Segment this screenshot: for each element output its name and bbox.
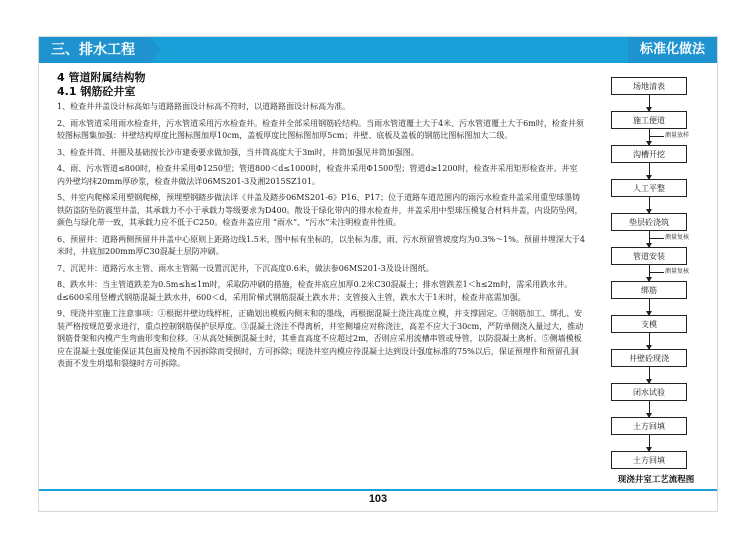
- footer-divider: [39, 489, 717, 491]
- flow-step: 闭水试验: [611, 383, 687, 401]
- side-note: 测量复核: [665, 234, 690, 241]
- flow-step: 管道安装: [611, 247, 687, 265]
- flow-arrow: [649, 129, 650, 145]
- flow-step: 绑筋: [611, 281, 687, 299]
- flowchart-title: 现浇井室工艺流程图: [617, 475, 695, 485]
- flow-arrow: [649, 401, 650, 417]
- flow-step: 施工便道: [611, 111, 687, 129]
- paragraph: 4、雨、污水管道≤800时，检查井采用Φ1250型；管道800＜d≤1000时，检查井采用Φ1500型；管道d≥1200时，检查井采用矩形检查井。井室内外壁均抹20mm厚砂浆，检查井做法详06MS201-3及湘2015SZ101。: [57, 164, 578, 186]
- flow-arrow: [649, 265, 650, 281]
- flow-arrow: [649, 435, 650, 451]
- flow-arrow: [649, 197, 650, 213]
- paragraph: 7、沉泥井：道路污水主管、雨水主管隔一设置沉泥井，下沉高度0.6米，做法参06MS201-3及设计图纸。: [57, 263, 434, 273]
- paragraph: 8、跌水井：当主管道跌差为0.5m≤h≤1m时，采取防冲刷的措施，检查井底应加厚0.2米C30混凝土；排水管跌差1＜h≤2m时，需采用跌水井。d≤600采用竖槽式钢筋混凝土跌水井，600＜d，采用阶梯式钢筋混凝土跌水井；支管接入主管，跌水大于1米时，检查井底需加强。: [57, 280, 573, 302]
- flow-step: 土方回填: [611, 451, 687, 469]
- heading-1: 4 管道附属结构物: [57, 71, 146, 84]
- flow-step: 支模: [611, 315, 687, 333]
- header-bar: [39, 37, 717, 63]
- flow-step: 人工平整: [611, 179, 687, 197]
- side-note: 测量放样: [665, 132, 690, 139]
- flow-arrow: [649, 333, 650, 349]
- paragraph: 6、预留井：道路两侧预留井井盖中心原则上距路边线1.5米，图中标有坐标的，以坐标为准，雨、污水预留管坡度均为0.3%～1%。预留井埋深大于4米时，井底加200mm厚C30混凝土层防冲刷。: [57, 234, 585, 256]
- side-note: 测量复核: [665, 268, 690, 275]
- heading-2: 4.1 钢筋砼井室: [57, 85, 136, 98]
- document-page: [38, 36, 718, 512]
- main-content: [57, 71, 585, 375]
- section-title: 三、排水工程: [39, 37, 149, 63]
- paragraph: 9、现浇井室施工注意事项：①根据井壁边线样桩，正确划出模板内侧末和的墨线，再根据混凝土浇注高度立模，并支撑固定。②钢筋加工、绑扎、安装严格按规范要求进行，重点控制钢筋保护层厚度。③混凝土浇注不得离析，井室侧墙应对称浇注，高差不应大于30cm，严防单侧浇入量过大，推动钢筋骨架和内模产生弯曲形变和位移。④从高处倾倒混凝土时，其垂直高度不应超过2m，否则应采用流槽串管或导管，以防混凝土离析。⑤侧墙模板应在混凝土强度能保证其包面及棱角不因拆除而受损时，方可拆除；现浇井室内模应待混凝土达到设计强度标准的75%以后，保证预埋件和预留孔洞表面不发生坍塌和裂缝时方可拆除。: [57, 309, 584, 368]
- flow-step: 井壁砼现浇: [611, 349, 687, 367]
- flow-step: 沟槽开挖: [611, 145, 687, 163]
- paragraph: 2、雨水管道采用雨水检查井，污水管道采用污水检查井。检查井全部采用钢筋砼结构。当雨水管道覆土大于4米、污水管道覆土大于6m时，检查井须较图标图集加强：井壁结构厚度比图标图加厚10cm，盖板厚度比图标图加厚5cm；井壁、底板及盖板的钢筋比图标图加大二级。: [57, 118, 584, 140]
- flow-arrow: [649, 367, 650, 383]
- flow-arrow: [649, 231, 650, 247]
- flow-arrow: [649, 95, 650, 111]
- process-flowchart: [595, 77, 715, 485]
- flow-step: 垫层砼浇筑: [611, 213, 687, 231]
- flow-arrow: [649, 299, 650, 315]
- flow-arrow: [649, 163, 650, 179]
- page-number: 103: [368, 493, 388, 505]
- paragraph: 3、检查井筒、井圈及基础按长沙市建委要求做加强，当井筒高度大于3m时，井筒加强见井筒加强图。: [57, 147, 419, 157]
- flow-step: 场地清表: [611, 77, 687, 95]
- standard-practice-tag: 标准化做法: [628, 37, 717, 63]
- paragraph: 1、检查井井盖设计标高如与道路路面设计标高不符时，以道路路面设计标高为准。: [57, 102, 351, 111]
- flow-step: 土方回填: [611, 417, 687, 435]
- paragraph: 5、井室内爬梯采用塑钢爬梯，预埋塑钢踏步做法详《井盖及踏步06MS201-6》P16、P17；位于道路车道范围内的雨污水检查井盖采用重型球墨铸铁防盗防坠防震型井盖，其承载力不小于承载力等级要求为D400。散设于绿化带内的排水检查井，井盖采用中型球压模复合材料井盖，内设防坠网，颜色与绿化带一致，其承载力应不低于C250。检查井盖应用 “雨水”、“污水”未注明检查井性质。: [57, 193, 583, 227]
